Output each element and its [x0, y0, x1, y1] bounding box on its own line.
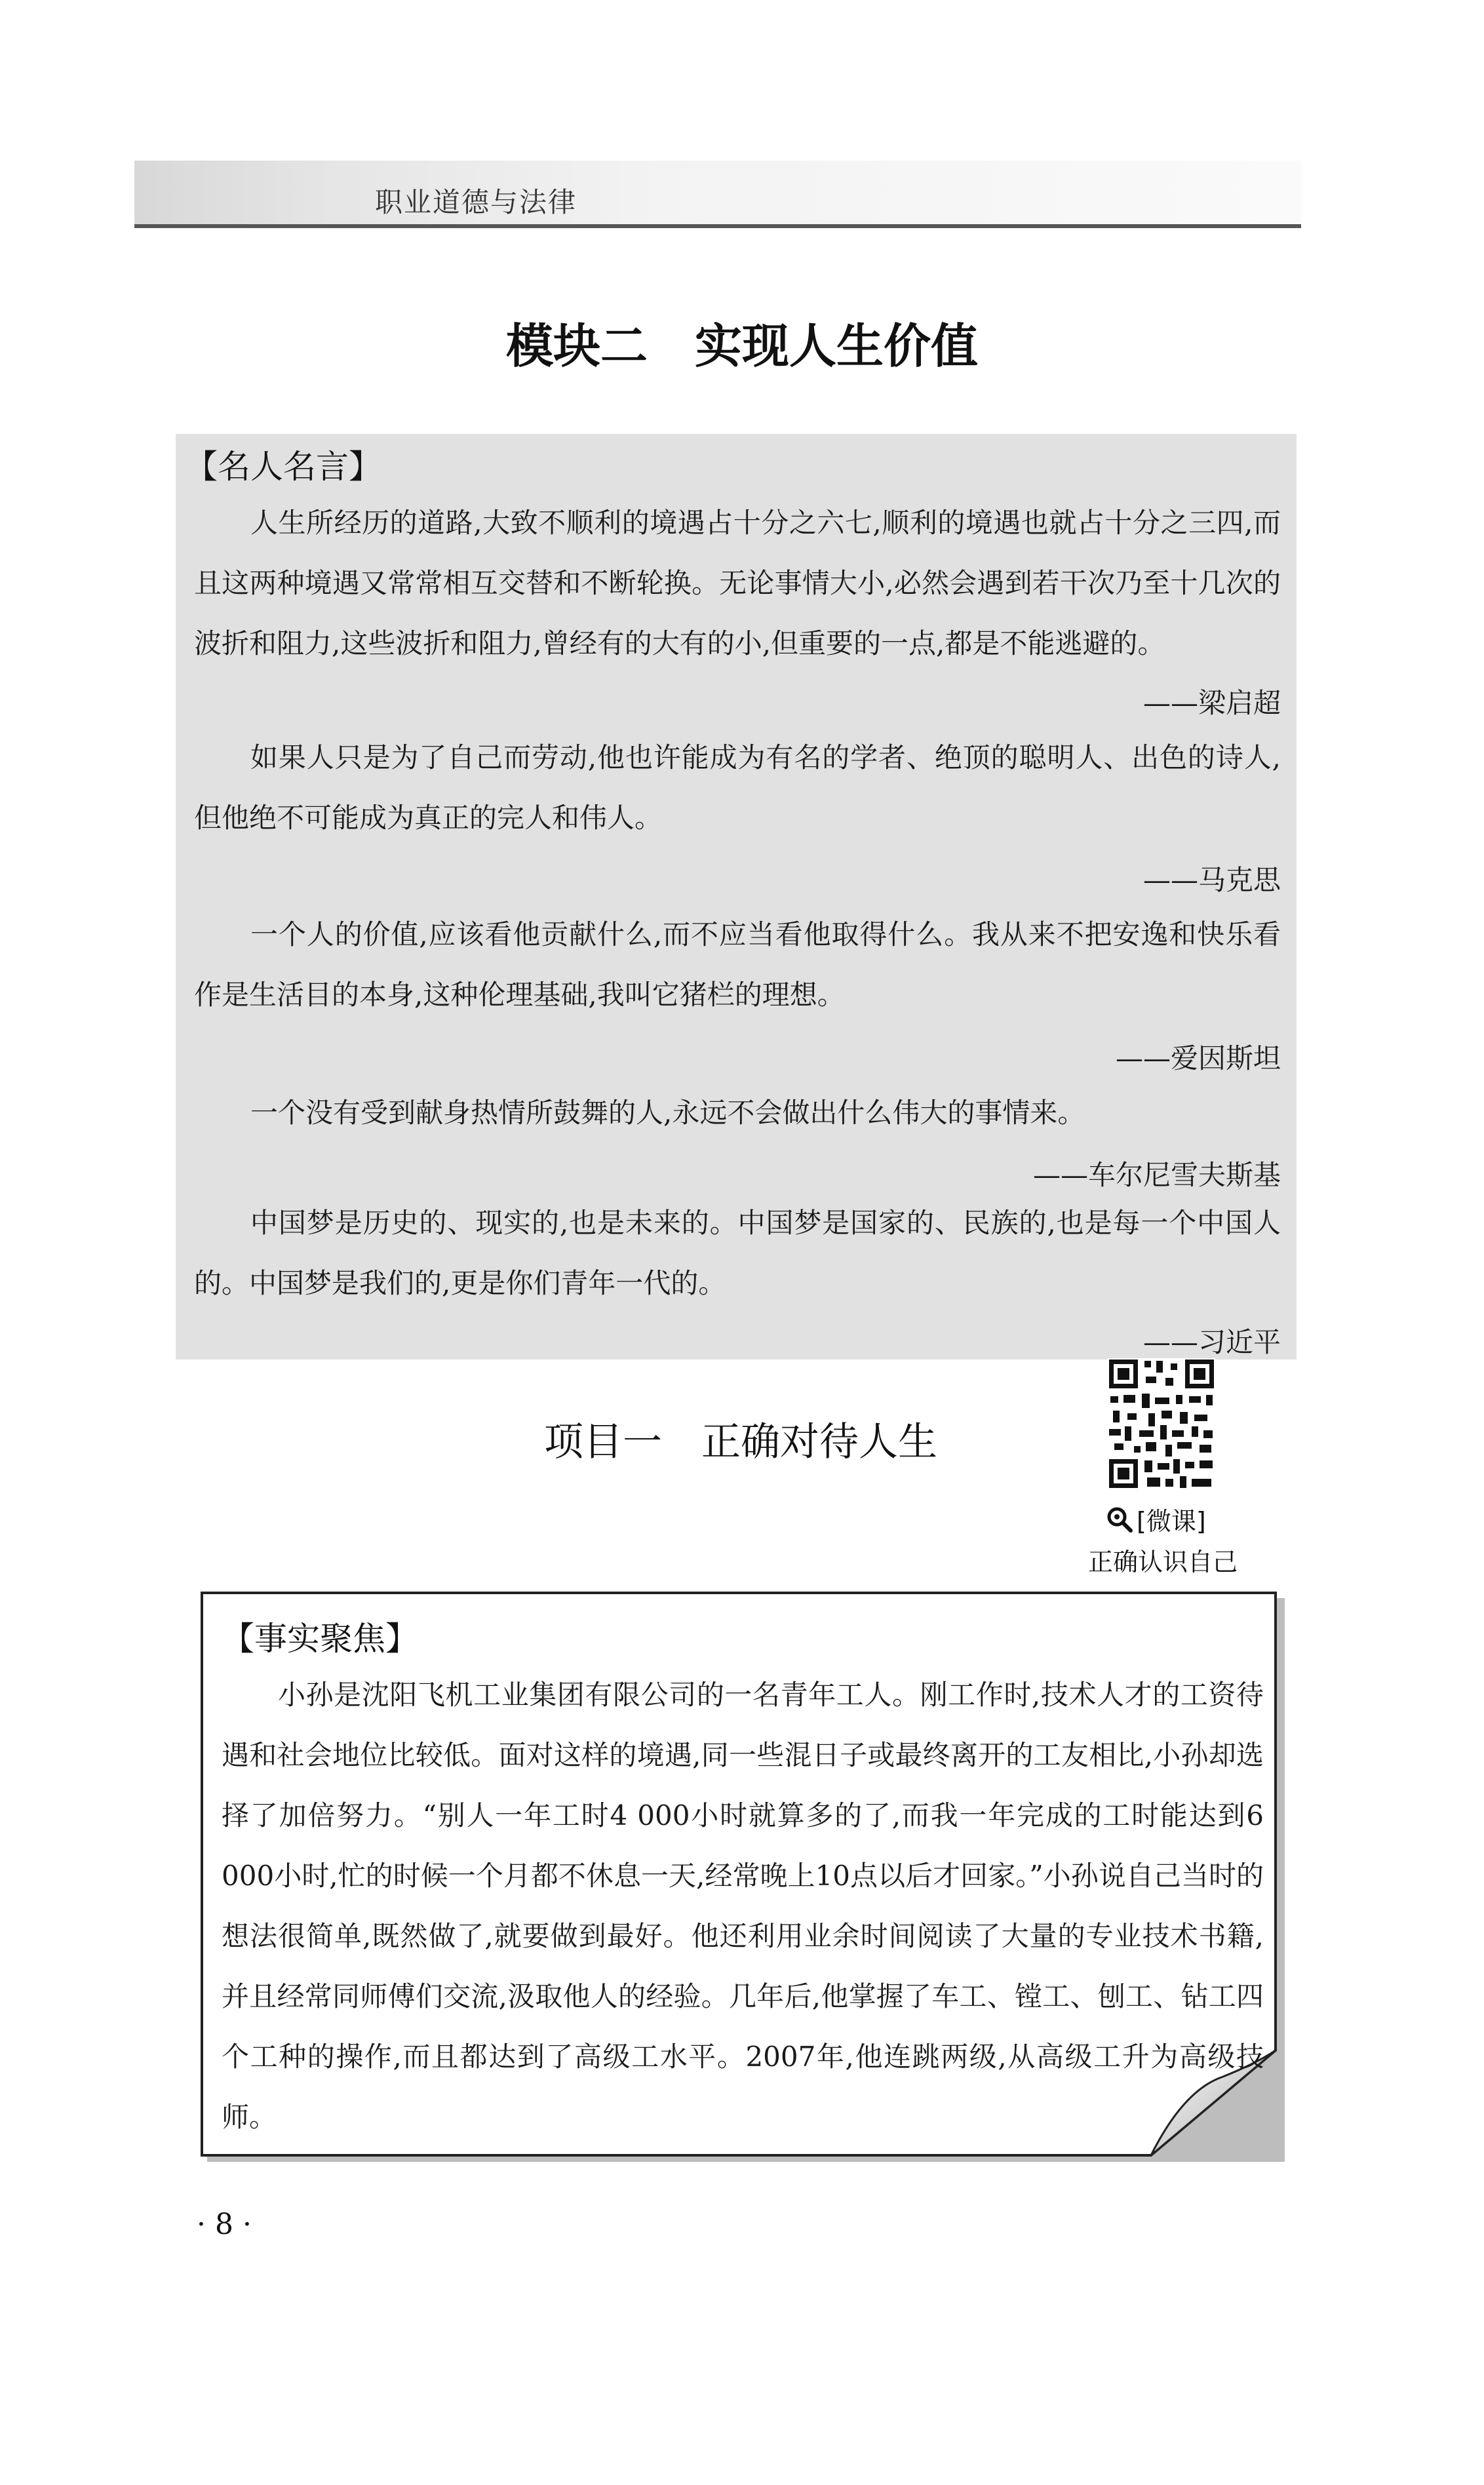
- quote-author: ——梁启超: [1142, 687, 1281, 719]
- facts-text: 小孙是沈阳飞机工业集团有限公司的一名青年工人。刚工作时,技术人才的工资待遇和社会地位比较低。面对这样的境遇,同一些混日子或最终离开的工友相比,小孙却选择了加倍努力。“别人一年工时4 000小时就算多的了,而我一年完成的工时能达到6 000小时,忙的时候一个月都不休息一天,经常晚上10点以后才回家。”小孙说自己当时的想法很简单,既然做了,就要做到最好。他还利用业余时间阅读了大量的专业技术书籍,并且经常同师傅们交流,汲取他人的经验。几年后,他掌握了车工、镗工、刨工、钻工四个工种的操作,而且都达到了高级工水平。2007年,他连跳两级,从高级工升为高级技师。: [222, 1679, 1264, 2133]
- quote-text: 中国梦是历史的、现实的,也是未来的。中国梦是国家的、民族的,也是每一个中国人的。中国梦是我们的,更是你们青年一代的。: [194, 1207, 1281, 1299]
- quote-text: 一个没有受到献身热情所鼓舞的人,永远不会做出什么伟大的事情来。: [250, 1097, 1085, 1129]
- qr-tag: [微课]: [1137, 1507, 1206, 1536]
- project-title: 项目一 正确对待人生: [544, 1419, 937, 1465]
- page-number: · 8 ·: [197, 2208, 252, 2241]
- qr-code[interactable]: [1108, 1358, 1215, 1489]
- quote-text: 一个人的价值,应该看他贡献什么,而不应当看他取得什么。我从来不把安逸和快乐看作是生活目的本身,这种伦理基础,我叫它猪栏的理想。: [194, 918, 1281, 1011]
- quote-author: ——爱因斯坦: [1115, 1042, 1281, 1074]
- magnifier-icon: [1106, 1506, 1133, 1533]
- qr-caption: [1106, 1501, 1206, 1537]
- running-header-rule: [134, 224, 1301, 228]
- qr-name: 正确认识自己: [1088, 1548, 1238, 1576]
- famous-quotes-heading: 【名人名言】: [185, 448, 381, 486]
- running-header-band: [134, 161, 1301, 226]
- quote-text: 人生所经历的道路,大致不顺利的境遇占十分之六七,顺利的境遇也就占十分之三四,而且这两种境遇又常常相互交替和不断轮换。无论事情大小,必然会遇到若干次乃至十几次的波折和阻力,这些波折和阻力,曾经有的大有的小,但重要的一点,都是不能逃避的。: [194, 507, 1281, 659]
- quote-text: 如果人只是为了自己而劳动,他也许能成为有名的学者、绝顶的聪明人、出色的诗人,但他绝不可能成为真正的完人和伟人。: [194, 741, 1281, 834]
- facts-heading: 【事实聚焦】: [222, 1620, 418, 1658]
- module-title: 模块二 实现人生价值: [505, 319, 978, 374]
- quote-author: ——车尔尼雪夫斯基: [1032, 1159, 1281, 1191]
- quote-author: ——习近平: [1142, 1326, 1281, 1358]
- quote-author: ——马克思: [1142, 864, 1281, 896]
- running-header-title: 职业道德与法律: [375, 186, 577, 218]
